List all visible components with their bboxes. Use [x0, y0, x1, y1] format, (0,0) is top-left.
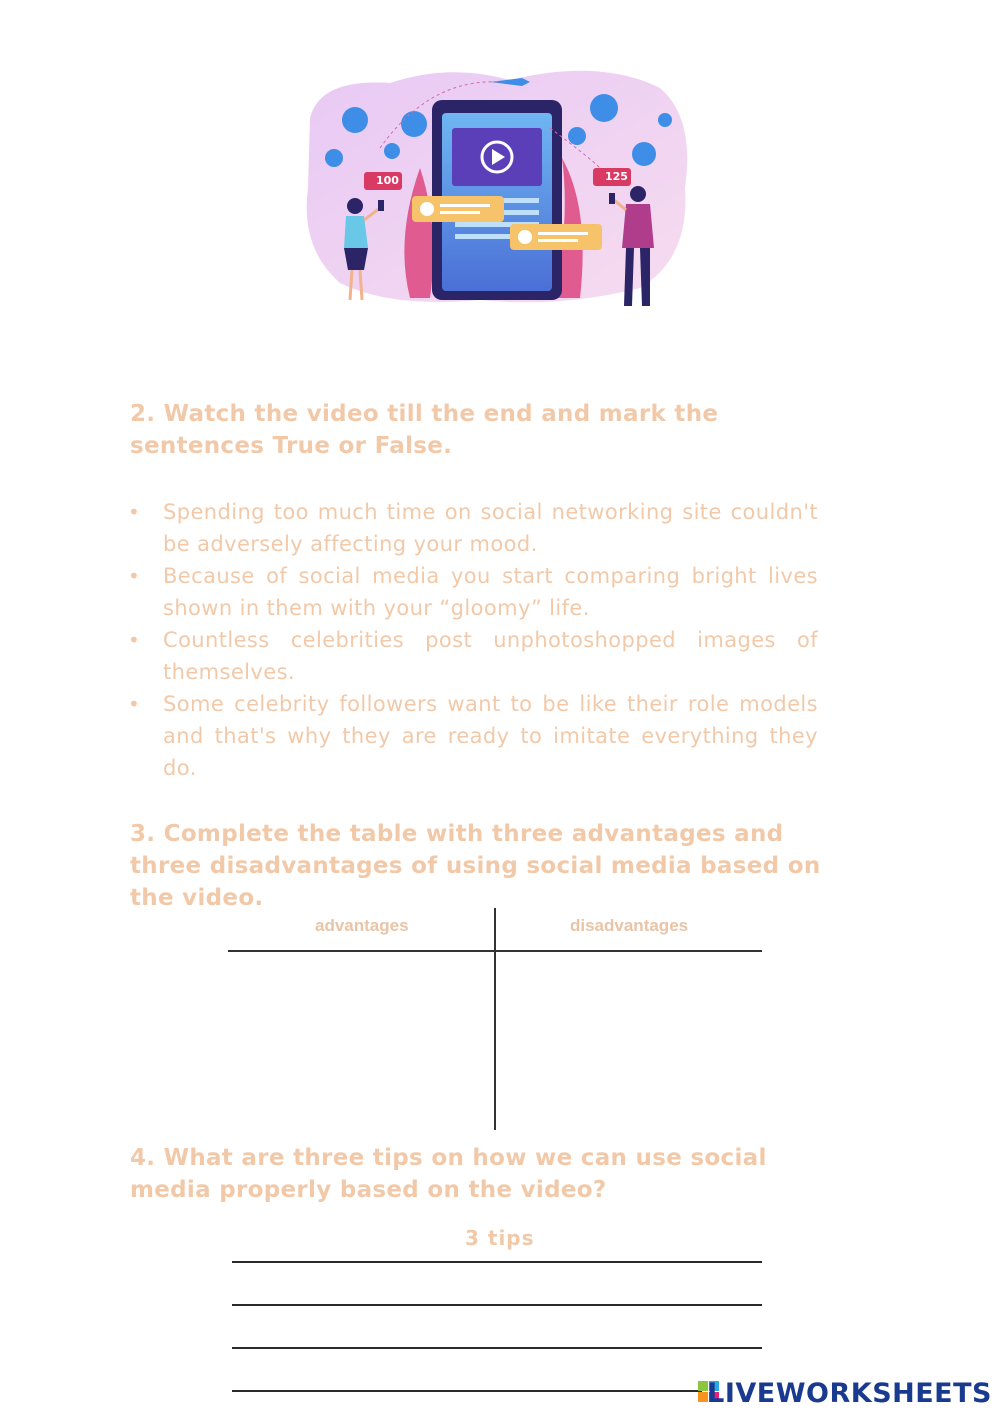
tip-answer-line-3[interactable]: [232, 1347, 762, 1349]
like-icon: [632, 142, 656, 166]
question-3-title: 3. Complete the table with three advantages and three disadvantages of using social media based on the video.: [130, 821, 821, 911]
statement-item: [128, 560, 818, 624]
statement-text: Countless celebrities post unphotoshopped images of themselves.: [163, 628, 818, 684]
tip-answer-line-1[interactable]: [232, 1261, 762, 1263]
bullet-dot: •: [128, 692, 141, 716]
like-icon: [325, 149, 343, 167]
column-header-advantages: advantages: [315, 916, 409, 935]
bullet-dot: •: [128, 628, 141, 652]
tip-answer-line-4[interactable]: [232, 1390, 702, 1392]
bullet-dot: •: [128, 500, 141, 524]
heart-icon: [658, 113, 672, 127]
statement-text: Because of social media you start comparing bright lives shown in them with your “gloomy” life.: [163, 564, 818, 620]
share-icon: [342, 107, 368, 133]
statement-item: [128, 624, 818, 688]
bullet-dot: •: [128, 564, 141, 588]
statement-item: [128, 496, 818, 560]
tip-answer-line-2[interactable]: [232, 1304, 762, 1306]
man-figure: [630, 186, 646, 202]
phone-illustration-svg: [300, 58, 695, 313]
question-2-statements: [128, 496, 818, 784]
like-icon: [401, 111, 427, 137]
social-media-illustration: [300, 58, 695, 313]
question-2-title: 2. Watch the video till the end and mark the sentences True or False.: [130, 401, 719, 459]
liveworksheets-brand: LIVEWORKSHEETS: [707, 1378, 992, 1409]
statement-text: Spending too much time on social networking site couldn't be adversely affecting your mood.: [163, 500, 818, 556]
heart-icon: [384, 143, 400, 159]
tips-label: 3 tips: [465, 1226, 535, 1250]
like-count-left: 100: [376, 174, 399, 187]
like-count-right: 125: [605, 170, 628, 183]
column-header-disadvantages: disadvantages: [570, 916, 689, 935]
statement-item: [128, 688, 818, 784]
statement-text: Some celebrity followers want to be like their role models and that's why they are ready to imitate everything they do.: [163, 692, 818, 780]
woman-figure: [347, 198, 363, 214]
question-4-title: 4. What are three tips on how we can use social media properly based on the video?: [130, 1145, 767, 1203]
table-vertical-rule: [494, 908, 496, 1130]
heart-icon: [568, 127, 586, 145]
share-icon: [590, 94, 618, 122]
